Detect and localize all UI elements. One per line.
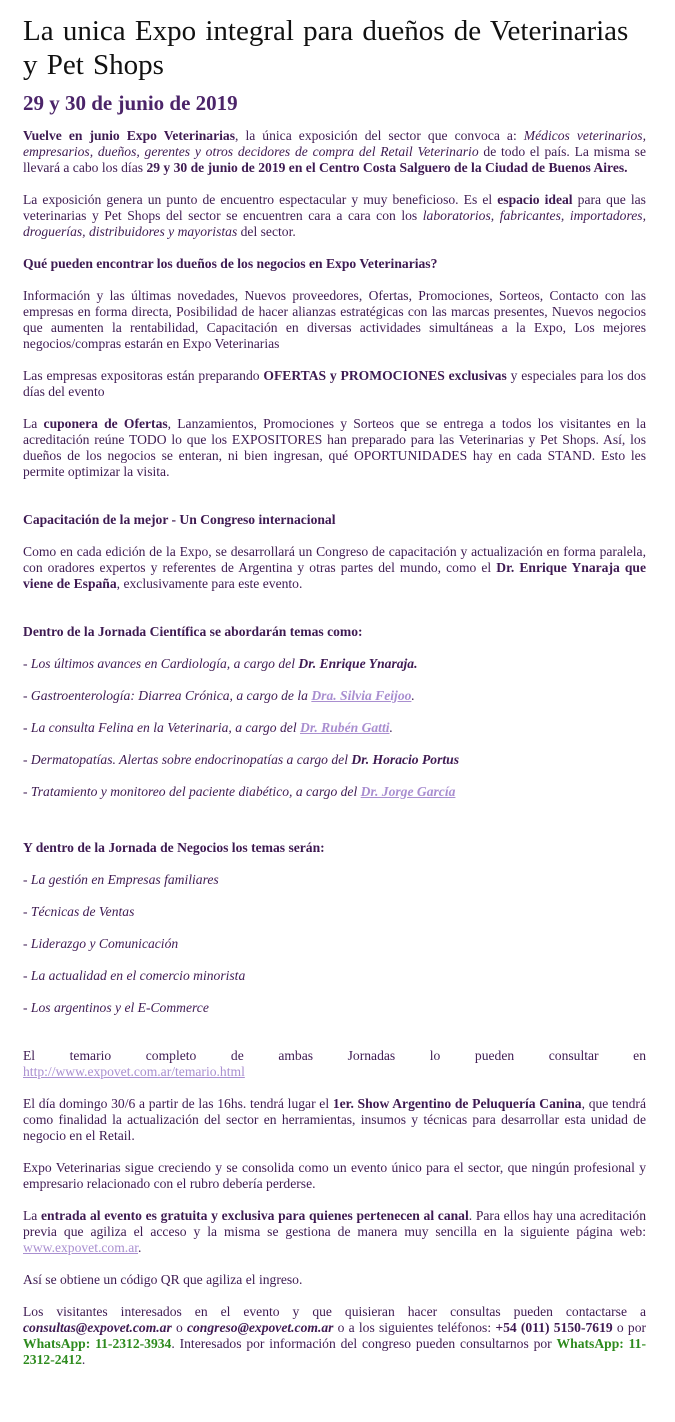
business-topic-4: - La actualidad en el comercio minorista — [23, 968, 246, 983]
scientific-topic-2 — [23, 688, 646, 704]
meeting-text-1: La exposición genera un punto de encuentro espectacular y muy beneficioso. Es el — [23, 192, 498, 207]
contact-text-1: Los visitantes interesados en el evento y que quisieran hacer consultas pueden contactarse a — [23, 1304, 646, 1319]
meeting-text-3: del sector. — [237, 224, 296, 239]
speaker-link[interactable]: Dr. Jorge García — [360, 784, 456, 799]
training-heading: Capacitación de la mejor - Un Congreso internacional — [23, 512, 336, 527]
meeting-bold: espacio ideal — [497, 192, 573, 207]
grooming-show-paragraph — [23, 1096, 646, 1144]
contact-text-3: o a los siguientes teléfonos: — [333, 1320, 496, 1335]
show-bold: 1er. Show Argentino de Peluquería Canina — [332, 1096, 582, 1111]
intro-bold-1: Vuelve en junio Expo Veterinarias — [23, 128, 235, 143]
coupon-paragraph — [23, 416, 646, 480]
show-text-2: , que tendrá como finalidad la actualización del sector en herramientas, insumos y técnicas para desarrollar esta unidad de negocio en el Retail. — [23, 1096, 646, 1143]
speaker-name: Dr. Enrique Ynaraja. — [298, 656, 418, 671]
contact-email-2[interactable]: congreso@expovet.com.ar — [186, 1320, 334, 1335]
topic-text: - Gastroenterología: Diarrea Crónica, a cargo de la — [23, 688, 312, 703]
offers-paragraph — [23, 368, 646, 400]
offers-text-1: Las empresas expositoras están preparando — [23, 368, 264, 383]
business-topic-2: - Técnicas de Ventas — [23, 904, 135, 919]
intro-italic: Médicos veterinarios, empresarios, dueños, gerentes y otros decidores de compra del Retail Veterinario — [23, 128, 646, 159]
syllabus-paragraph — [23, 1048, 646, 1064]
topic-end: . — [411, 688, 415, 703]
registration-link[interactable]: www.expovet.com.ar — [23, 1240, 139, 1255]
business-topic-5: - Los argentinos y el E-Commerce — [23, 1000, 209, 1015]
topic-text: - La consulta Felina en la Veterinaria, a cargo del — [23, 720, 300, 735]
syllabus-link-line — [23, 1064, 646, 1080]
entry-paragraph — [23, 1208, 646, 1256]
intro-text-1: , la única exposición del sector que convoca a: — [235, 128, 524, 143]
contact-text-2: o — [171, 1320, 187, 1335]
training-text-2: , exclusivamente para este evento. — [116, 576, 303, 591]
syllabus-text: El temario completo de ambas Jornadas lo pueden consultar en — [23, 1048, 646, 1063]
scientific-topic-3 — [23, 720, 646, 736]
offers-text-2: y especiales para los dos días del evento — [23, 368, 646, 399]
page-title: La unica Expo integral para dueños de Veterinarias y Pet Shops — [23, 15, 629, 81]
topic-end: . — [389, 720, 393, 735]
coupon-text-2: , Lanzamientos, Promociones y Sorteos que se entrega a todos los visitantes en la acreditación reúne TODO lo que los EXPOSITORES han preparado para las Veterinarias y Pet Shops. Así, los dueños de los negocios se enteran, ni bien ingresan, qué OPORTUNIDADES hay en cada STAND. Esto les permite optimizar la visita. — [23, 416, 646, 479]
contact-text-5: . Interesados por información del congreso pueden consultarnos por — [171, 1336, 557, 1351]
article — [23, 14, 646, 1368]
speaker-name: Dr. Horacio Portus — [351, 752, 460, 767]
question-heading: Qué pueden encontrar los dueños de los negocios en Expo Veterinarias? — [23, 256, 438, 271]
business-topic-1: - La gestión en Empresas familiares — [23, 872, 219, 887]
speaker-link[interactable]: Dra. Silvia Feijoo — [311, 688, 412, 703]
contact-text-4: o por — [612, 1320, 647, 1335]
scientific-topics — [23, 656, 646, 800]
question-paragraph: Información y las últimas novedades, Nuevos proveedores, Ofertas, Promociones, Sorteos, Contacto con las empresas en forma directa, Posibilidad de hacer alianzas estratégicas con las marcas presentes, Nuevos negocios que aumenten la rentabilidad, Capacitación en diversas actividades simultáneas a la Expo, Los mejores negocios/compras estarán en Expo Veterinarias — [23, 288, 646, 351]
coupon-bold: cuponera de Ofertas — [43, 416, 168, 431]
training-bold: Dr. Enrique Ynaraja que viene de España — [23, 560, 646, 591]
entry-text-1: La — [23, 1208, 42, 1223]
coupon-text-1: La — [23, 416, 44, 431]
meeting-italic: laboratorios, fabricantes, importadores, droguerías, distribuidores y mayoristas — [23, 208, 646, 239]
scientific-heading: Dentro de la Jornada Científica se abordarán temas como: — [23, 624, 363, 639]
entry-bold: entrada al evento es gratuita y exclusiva para quienes pertenecen al canal — [41, 1208, 469, 1223]
speaker-link[interactable]: Dr. Rubén Gatti — [300, 720, 390, 735]
entry-text-3: . — [138, 1240, 142, 1255]
business-topic-3: - Liderazgo y Comunicación — [23, 936, 179, 951]
qr-paragraph: Así se obtiene un código QR que agiliza el ingreso. — [23, 1272, 303, 1287]
meeting-paragraph — [23, 192, 646, 240]
business-heading: Y dentro de la Jornada de Negocios los temas serán: — [23, 840, 325, 855]
topic-text: - Dermatopatías. Alertas sobre endocrinopatías a cargo del — [23, 752, 352, 767]
growth-paragraph: Expo Veterinarias sigue creciendo y se consolida como un evento único para el sector, que ningún profesional y empresario relacionado con el rubro debería perderse. — [23, 1160, 646, 1191]
whatsapp-number-1[interactable]: WhatsApp: 11-2312-3934 — [23, 1336, 172, 1351]
intro-bold-2: 29 y 30 de junio de 2019 en el Centro Costa Salguero de la Ciudad de Buenos Aires. — [146, 160, 628, 175]
contact-text-6: . — [81, 1352, 86, 1367]
entry-text-2: . Para ellos hay una acreditación previa que agiliza el acceso y la misma se gestiona de manera muy sencilla en la siguiente página web: — [23, 1208, 646, 1239]
training-text-1: Como en cada edición de la Expo, se desarrollará un Congreso de capacitación y actualización en forma paralela, con oradores expertos y referentes de Argentina y otras partes del mundo, como el — [23, 544, 646, 575]
business-topics — [23, 872, 646, 1016]
topic-text: - Tratamiento y monitoreo del paciente diabético, a cargo del — [23, 784, 361, 799]
intro-paragraph — [23, 128, 646, 176]
contact-phone: +54 (011) 5150-7619 — [495, 1320, 613, 1335]
intro-text-2: de todo el país. La misma se llevará a cabo los días — [23, 144, 647, 175]
contact-email-1[interactable]: consultas@expovet.com.ar — [23, 1320, 172, 1335]
meeting-text-2: para que las veterinarias y Pet Shops del sector se encuentren cara a cara con los — [23, 192, 646, 223]
scientific-topic-1 — [23, 656, 646, 672]
whatsapp-number-2[interactable]: WhatsApp: 11-2312-2412 — [23, 1336, 646, 1367]
contact-paragraph — [23, 1304, 646, 1368]
topic-text: - Los últimos avances en Cardiología, a cargo del — [23, 656, 299, 671]
offers-bold: OFERTAS y PROMOCIONES exclusivas — [263, 368, 507, 383]
show-text-1: El día domingo 30/6 a partir de las 16hs. tendrá lugar el — [23, 1096, 333, 1111]
event-date: 29 y 30 de junio de 2019 — [23, 91, 238, 115]
scientific-topic-5 — [23, 784, 646, 800]
syllabus-link[interactable]: http://www.expovet.com.ar/temario.html — [23, 1064, 245, 1079]
training-paragraph — [23, 544, 646, 592]
scientific-topic-4 — [23, 752, 646, 768]
